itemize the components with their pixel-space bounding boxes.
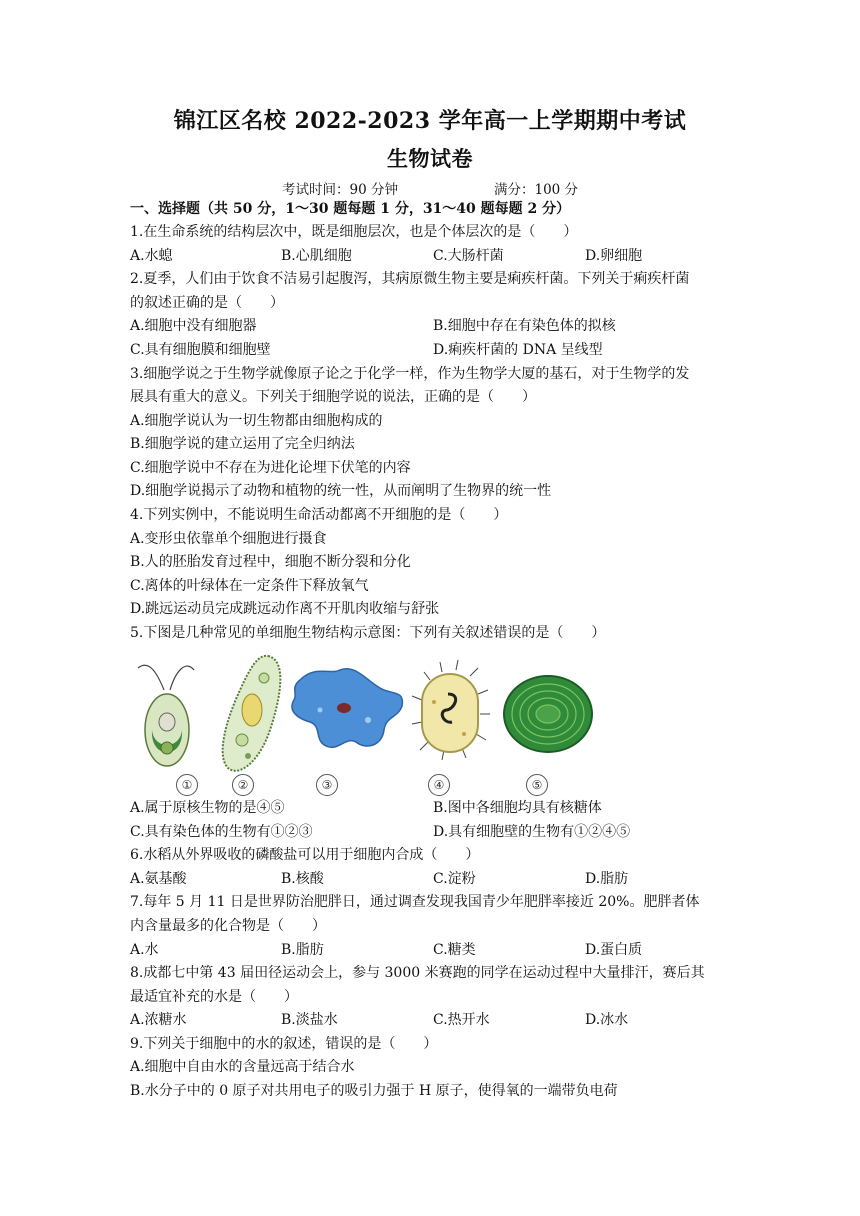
q2-stem-1: 2.夏季，人们由于饮食不洁易引起腹泻，其病原微生物主要是痢疾杆菌。下列关于痢疾杆菌 — [130, 271, 690, 287]
q5-option-c: C.具有染色体的生物有①②③ — [130, 824, 313, 840]
exam-score: 满分：100 分 — [494, 182, 579, 198]
q4-option-d: D.跳远运动员完成跳远动作离不开肌肉收缩与舒张 — [130, 601, 440, 617]
figure-label-5: ⑤ — [526, 774, 548, 796]
q2-option-b: B.细胞中存在有染色体的拟核 — [433, 318, 616, 334]
q8-option-c: C.热开水 — [433, 1012, 490, 1028]
q8-stem-1: 8.成都七中第 43 届田径运动会上，参与 3000 米赛跑的同学在运动过程中大量排汗，赛后其 — [130, 965, 705, 981]
q2-option-d: D.痢疾杆菌的 DNA 呈线型 — [433, 342, 603, 358]
q6-option-a: A.氨基酸 — [130, 871, 187, 887]
amoeba-cell — [292, 669, 402, 748]
q4-option-c: C.离体的叶绿体在一定条件下释放氧气 — [130, 578, 369, 594]
figure-label-3: ③ — [316, 774, 338, 796]
q6-option-b: B.核酸 — [281, 871, 324, 887]
q4-option-a: A.变形虫依靠单个细胞进行摄食 — [130, 531, 327, 547]
q5-stem: 5.下图是几种常见的单细胞生物结构示意图：下列有关叙述错误的是（ ） — [130, 625, 606, 641]
exam-title: 锦江区名校 2022-2023 学年高一上学期期中考试 — [173, 108, 687, 134]
exam-subtitle: 生物试卷 — [387, 146, 473, 171]
chlamydomonas-cell — [138, 665, 194, 766]
q8-option-d: D.冰水 — [585, 1012, 629, 1028]
q8-option-a: A.浓糖水 — [130, 1012, 187, 1028]
q7-option-c: C.糖类 — [433, 942, 476, 958]
q8-stem-2: 最适宜补充的水是（ ） — [130, 989, 298, 1005]
q7-stem-2: 内含量最多的化合物是（ ） — [130, 918, 326, 934]
exam-time: 考试时间：90 分钟 — [282, 182, 398, 198]
figure-label-2: ② — [232, 774, 254, 796]
q4-stem: 4.下列实例中，不能说明生命活动都离不开细胞的是（ ） — [130, 507, 508, 523]
paramecium-cell — [223, 656, 281, 771]
q3-stem-1: 3.细胞学说之于生物学就像原子论之于化学一样，作为生物学大厦的基石，对于生物学的发 — [130, 366, 690, 382]
q1-option-b: B.心肌细胞 — [281, 248, 352, 264]
q8-option-b: B.淡盐水 — [281, 1012, 338, 1028]
cyanobacterium-cell — [504, 676, 592, 752]
q2-option-c: C.具有细胞膜和细胞壁 — [130, 342, 271, 358]
section-heading: 一、选择题（共 50 分，1～30 题每题 1 分，31～40 题每题 2 分） — [130, 201, 571, 217]
q3-option-d: D.细胞学说揭示了动物和植物的统一性，从而阐明了生物界的统一性 — [130, 483, 552, 499]
q1-option-a: A.水螅 — [130, 248, 173, 264]
figure-label-1: ① — [176, 774, 198, 796]
q4-option-b: B.人的胚胎发育过程中，细胞不断分裂和分化 — [130, 554, 411, 570]
q5-option-d: D.具有细胞壁的生物有①②④⑤ — [433, 824, 631, 840]
q2-stem-2: 的叙述正确的是（ ） — [130, 295, 284, 311]
q7-stem-1: 7.每年 5 月 11 日是世界防治肥胖日，通过调查发现我国青少年肥胖率接近 20%。肥胖者体 — [130, 894, 700, 910]
cell-diagram-illustration — [130, 650, 610, 775]
q6-option-c: C.淀粉 — [433, 871, 476, 887]
q5-option-a: A.属于原核生物的是④⑤ — [130, 800, 285, 816]
q7-option-a: A.水 — [130, 942, 159, 958]
cell-diagram-figure — [130, 650, 610, 800]
q5-option-b: B.图中各细胞均具有核糖体 — [433, 800, 602, 816]
q1-stem: 1.在生命系统的结构层次中，既是细胞层次，也是个体层次的是（ ） — [130, 224, 578, 240]
q9-option-a: A.细胞中自由水的含量远高于结合水 — [130, 1059, 355, 1075]
q3-stem-2: 展具有重大的意义。下列关于细胞学说的说法，正确的是（ ） — [130, 389, 536, 405]
q7-option-b: B.脂肪 — [281, 942, 324, 958]
q3-option-c: C.细胞学说中不存在为进化论埋下伏笔的内容 — [130, 460, 411, 476]
q2-option-a: A.细胞中没有细胞器 — [130, 318, 257, 334]
q3-option-b: B.细胞学说的建立运用了完全归纳法 — [130, 436, 355, 452]
q6-stem: 6.水稻从外界吸收的磷酸盐可以用于细胞内合成（ ） — [130, 847, 480, 863]
q7-option-d: D.蛋白质 — [585, 942, 643, 958]
q9-option-b: B.水分子中的 0 原子对共用电子的吸引力强于 H 原子，使得氧的一端带负电荷 — [130, 1083, 618, 1099]
q6-option-d: D.脂肪 — [585, 871, 629, 887]
q3-option-a: A.细胞学说认为一切生物都由细胞构成的 — [130, 413, 383, 429]
q1-option-c: C.大肠杆菌 — [433, 248, 504, 264]
figure-label-4: ④ — [428, 774, 450, 796]
q1-option-d: D.卵细胞 — [585, 248, 643, 264]
q9-stem: 9.下列关于细胞中的水的叙述，错误的是（ ） — [130, 1036, 438, 1052]
bacterium-cell — [412, 660, 490, 760]
